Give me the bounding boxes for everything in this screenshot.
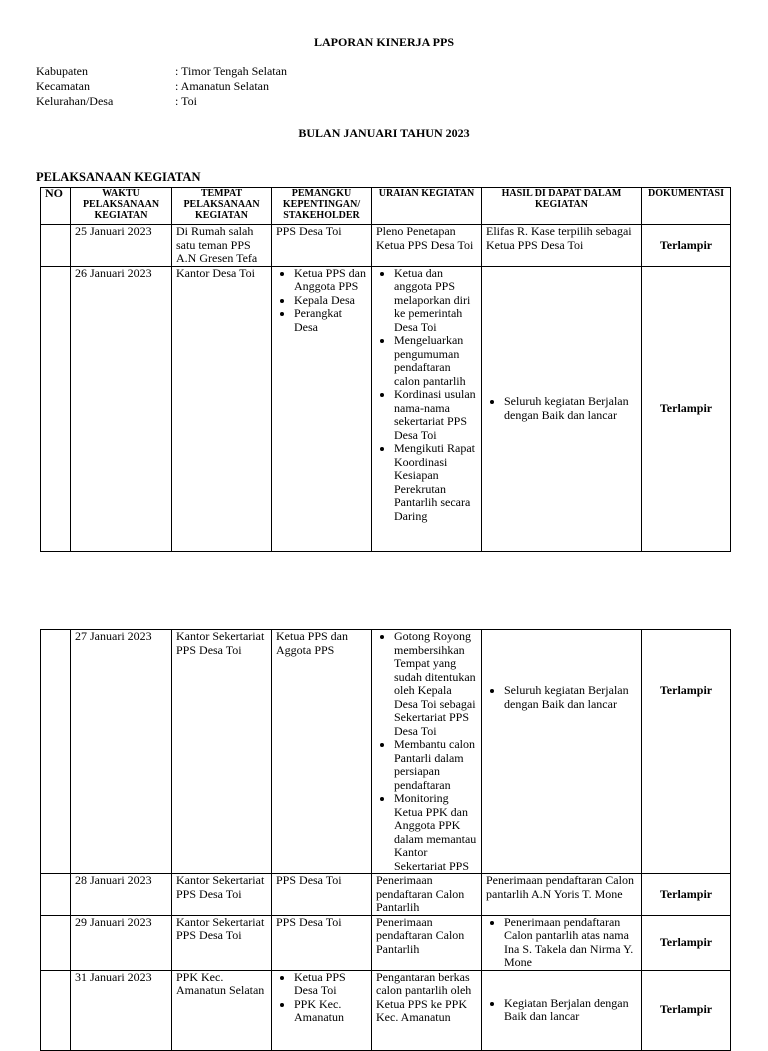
info-value: : Amanatun Selatan — [175, 79, 269, 93]
list-item: • Ketua PPS Desa Toi — [294, 971, 367, 998]
table-row — [41, 225, 731, 267]
activity-table-page-1 — [40, 187, 731, 552]
cell-waktu: 31 Januari 2023 — [71, 970, 172, 1050]
cell-uraian — [372, 266, 482, 551]
cell-dokumentasi: Terlampir — [642, 225, 731, 267]
cell-hasil — [482, 630, 642, 874]
info-row-kecamatan — [36, 80, 436, 95]
region-info — [36, 65, 436, 110]
cell-no — [41, 874, 71, 916]
cell-waktu: 29 Januari 2023 — [71, 915, 172, 970]
table-row — [41, 915, 731, 970]
header-pemangku: PEMANGKU KEPENTINGAN/ STAKEHOLDER — [272, 188, 372, 225]
cell-tempat: Di Rumah salah satu teman PPS A.N Gresen Tefa — [172, 225, 272, 267]
cell-uraian: Penerimaan pendaftaran Calon Pantarlih — [372, 915, 482, 970]
pemangku-list — [276, 267, 367, 335]
activity-table-page-2 — [40, 629, 731, 1051]
cell-tempat: PPK Kec. Amanatun Selatan — [172, 970, 272, 1050]
table-row — [41, 970, 731, 1050]
hasil-list — [486, 684, 637, 711]
cell-pemangku — [272, 266, 372, 551]
cell-dokumentasi: Terlampir — [642, 970, 731, 1050]
header-hasil: HASIL DI DAPAT DALAM KEGIATAN — [482, 188, 642, 225]
cell-pemangku: PPS Desa Toi — [272, 915, 372, 970]
header-uraian: URAIAN KEGIATAN — [372, 188, 482, 225]
header-waktu: WAKTU PELAKSANAAN KEGIATAN — [71, 188, 172, 225]
cell-pemangku: PPS Desa Toi — [272, 874, 372, 916]
cell-pemangku: Ketua PPS dan Aggota PPS — [272, 630, 372, 874]
list-item: • Kegiatan Berjalan dengan Baik dan lancar — [504, 997, 637, 1024]
table-row — [41, 874, 731, 916]
section-title: PELAKSANAAN KEGIATAN — [36, 170, 201, 184]
cell-waktu: 26 Januari 2023 — [71, 266, 172, 551]
cell-hasil: Penerimaan pendaftaran Calon pantarlih A.N Yoris T. Mone — [482, 874, 642, 916]
cell-tempat: Kantor Sekertariat PPS Desa Toi — [172, 915, 272, 970]
info-label: Kecamatan — [36, 79, 90, 93]
hasil-list — [486, 916, 637, 970]
list-item: • Seluruh kegiatan Berjalan dengan Baik dan lancar — [504, 395, 637, 422]
cell-waktu: 25 Januari 2023 — [71, 225, 172, 267]
header-no: NO — [41, 188, 71, 225]
header-dokumentasi: DOKUMENTASI — [642, 188, 731, 225]
list-item: • Monitoring Ketua PPK dan Anggota PPK dalam memantau Kantor Sekertariat PPS — [394, 792, 477, 873]
list-item: • Perangkat Desa — [294, 307, 367, 334]
list-item: • Mengeluarkan pengumuman pendaftaran calon pantarlih — [394, 334, 477, 388]
cell-hasil — [482, 970, 642, 1050]
cell-uraian: Penerimaan pendaftaran Calon Pantarlih — [372, 874, 482, 916]
cell-uraian: Pengantaran berkas calon pantarlih oleh Ketua PPS ke PPK Kec. Amanatun — [372, 970, 482, 1050]
table-header-row — [41, 188, 731, 225]
hasil-list — [486, 395, 637, 422]
table-row — [41, 630, 731, 874]
cell-pemangku: PPS Desa Toi — [272, 225, 372, 267]
list-item: • Penerimaan pendaftaran Calon pantarlih atas nama Ina S. Takela dan Nirma Y. Mone — [504, 916, 637, 970]
info-row-kabupaten — [36, 65, 436, 80]
cell-no — [41, 266, 71, 551]
list-item: • Mengikuti Rapat Koordinasi Kesiapan Perekrutan Pantarlih secara Daring — [394, 442, 477, 523]
cell-dokumentasi: Terlampir — [642, 630, 731, 874]
cell-no — [41, 970, 71, 1050]
info-row-kelurahan — [36, 95, 436, 110]
pemangku-list — [276, 971, 367, 1025]
list-item: • Ketua PPS dan Anggota PPS — [294, 267, 367, 294]
report-title: LAPORAN KINERJA PPS — [313, 35, 454, 49]
cell-tempat: Kantor Desa Toi — [172, 266, 272, 551]
uraian-list — [376, 267, 477, 524]
list-item: • Seluruh kegiatan Berjalan dengan Baik dan lancar — [504, 684, 637, 711]
info-value: : Toi — [175, 94, 197, 108]
cell-waktu: 28 Januari 2023 — [71, 874, 172, 916]
cell-hasil — [482, 915, 642, 970]
list-item: • Kepala Desa — [294, 294, 367, 308]
cell-waktu: 27 Januari 2023 — [71, 630, 172, 874]
cell-dokumentasi: Terlampir — [642, 266, 731, 551]
cell-tempat: Kantor Sekertariat PPS Desa Toi — [172, 630, 272, 874]
cell-no — [41, 225, 71, 267]
list-item: • Ketua dan anggota PPS melaporkan diri ke pemerintah Desa Toi — [394, 267, 477, 335]
cell-dokumentasi: Terlampir — [642, 915, 731, 970]
cell-uraian — [372, 630, 482, 874]
hasil-list — [486, 997, 637, 1024]
cell-pemangku — [272, 970, 372, 1050]
cell-hasil — [482, 266, 642, 551]
cell-uraian: Pleno Penetapan Ketua PPS Desa Toi — [372, 225, 482, 267]
header-tempat: TEMPAT PELAKSANAAN KEGIATAN — [172, 188, 272, 225]
cell-no — [41, 915, 71, 970]
info-label: Kelurahan/Desa — [36, 94, 114, 108]
cell-hasil: Elifas R. Kase terpilih sebagai Ketua PPS Desa Toi — [482, 225, 642, 267]
list-item: • Membantu calon Pantarli dalam persiapan pendaftaran — [394, 738, 477, 792]
cell-dokumentasi: Terlampir — [642, 874, 731, 916]
info-value: : Timor Tengah Selatan — [175, 64, 287, 78]
uraian-list — [376, 630, 477, 873]
table-row — [41, 266, 731, 551]
info-label: Kabupaten — [36, 64, 88, 78]
list-item: • Gotong Royong membersihkan Tempat yang sudah ditentukan oleh Kepala Desa Toi sebagai Sekertariat PPS Desa Toi — [394, 630, 477, 738]
list-item: • PPK Kec. Amanatun — [294, 998, 367, 1025]
cell-tempat: Kantor Sekertariat PPS Desa Toi — [172, 874, 272, 916]
cell-no — [41, 630, 71, 874]
list-item: • Kordinasi usulan nama-nama sekertariat PPS Desa Toi — [394, 388, 477, 442]
report-period: BULAN JANUARI TAHUN 2023 — [298, 126, 470, 140]
